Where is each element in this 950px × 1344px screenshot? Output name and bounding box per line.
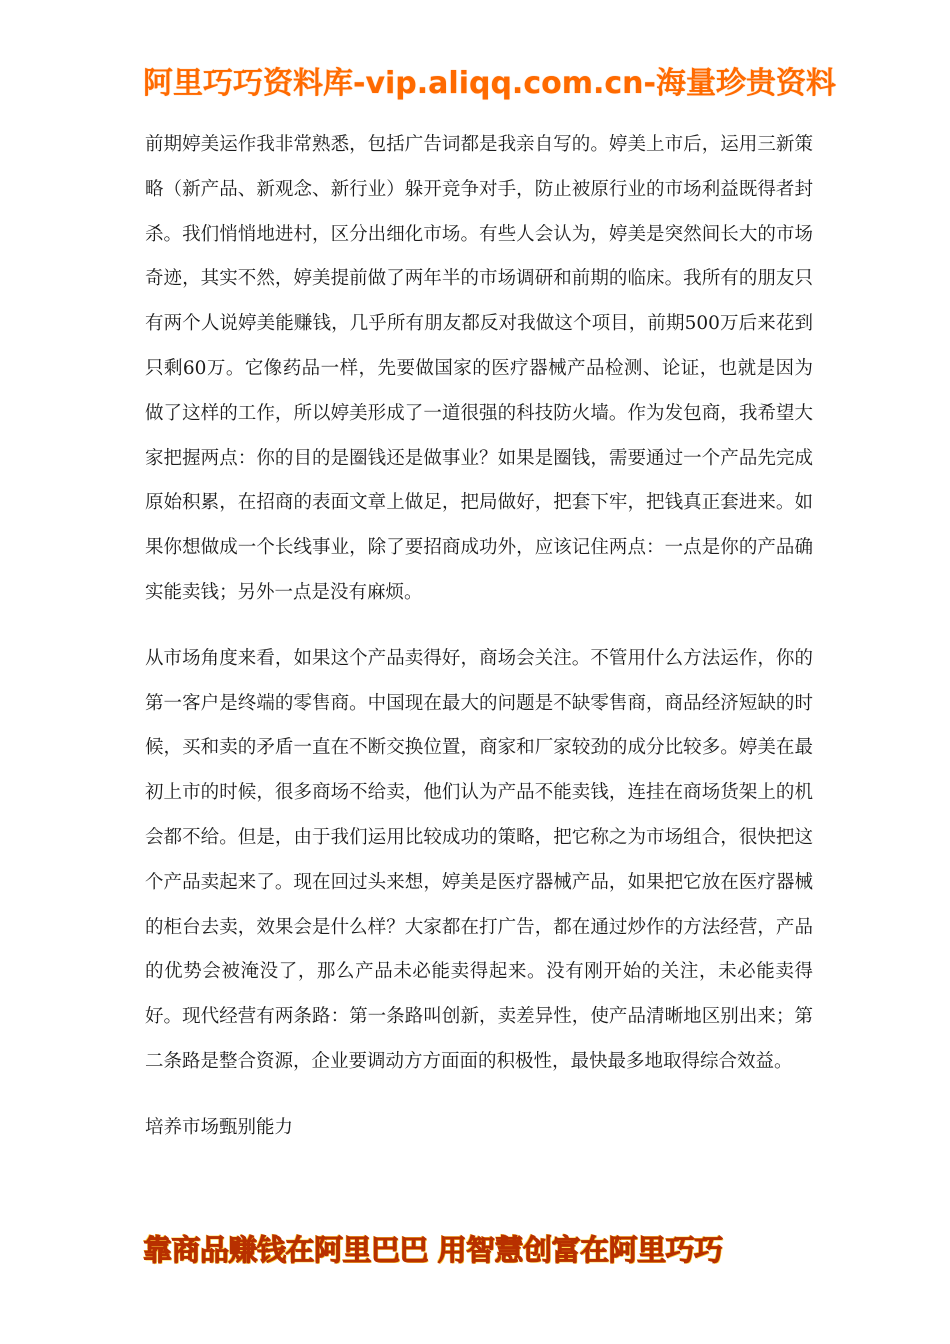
paragraph-2: 从市场角度来看，如果这个产品卖得好，商场会关注。不管用什么方法运作，你的第一客户是终端的零售商。中国现在最大的问题是不缺零售商，商品经济短缺的时候，买和卖的矛盾一直在不断交换位置，商家和厂家较劲的成分比较多。婷美在最初上市的时候，很多商场不给卖，他们认为产品不能卖钱，连挂在商场货架上的机会都不给。但是，由于我们运用比较成功的策略，把它称之为市场组合，很快把这个产品卖起来了。现在回过头来想，婷美是医疗器械产品，如果把它放在医疗器械的柜台去卖，效果会是什么样？大家都在打广告，都在通过炒作的方法经营，产品的优势会被淹没了，那么产品未必能卖得起来。没有刚开始的关注，未必能卖得好。现代经营有两条路：第一条路叫创新，卖差异性，使产品清晰地区别出来；第二条路是整合资源，企业要调动方方面面的积极性，最快最多地取得综合效益。 [145, 647, 813, 1072]
footer-slogan-banner: 靠商品赚钱在阿里巴巴 用智慧创富在阿里巧巧 [143, 1233, 723, 1267]
paragraph-1: 前期婷美运作我非常熟悉，包括广告词都是我亲自写的。婷美上市后，运用三新策略（新产品、新观念、新行业）躲开竞争对手，防止被原行业的市场利益既得者封杀。我们悄悄地进村，区分出细化市场。有些人会认为，婷美是突然间长大的市场奇迹，其实不然，婷美提前做了两年半的市场调研和前期的临床。我所有的朋友只有两个人说婷美能赚钱，几乎所有朋友都反对我做这个项目，前期500万后来花到只剩60万。它像药品一样，先要做国家的医疗器械产品检测、论证，也就是因为做了这样的工作，所以婷美形成了一道很强的科技防火墙。作为发包商，我希望大家把握两点：你的目的是圈钱还是做事业？如果是圈钱，需要通过一个产品先完成原始积累，在招商的表面文章上做足，把局做好，把套下牢，把钱真正套进来。如果你想做成一个长线事业，除了要招商成功外，应该记住两点：一点是你的产品确实能卖钱；另外一点是没有麻烦。 [145, 134, 813, 603]
header-watermark-banner: 阿里巧巧资料库-vip.aliqq.com.cn-海量珍贵资料 [143, 66, 836, 101]
section-heading: 培养市场甄别能力 [145, 1116, 294, 1138]
document-body [145, 123, 813, 1151]
